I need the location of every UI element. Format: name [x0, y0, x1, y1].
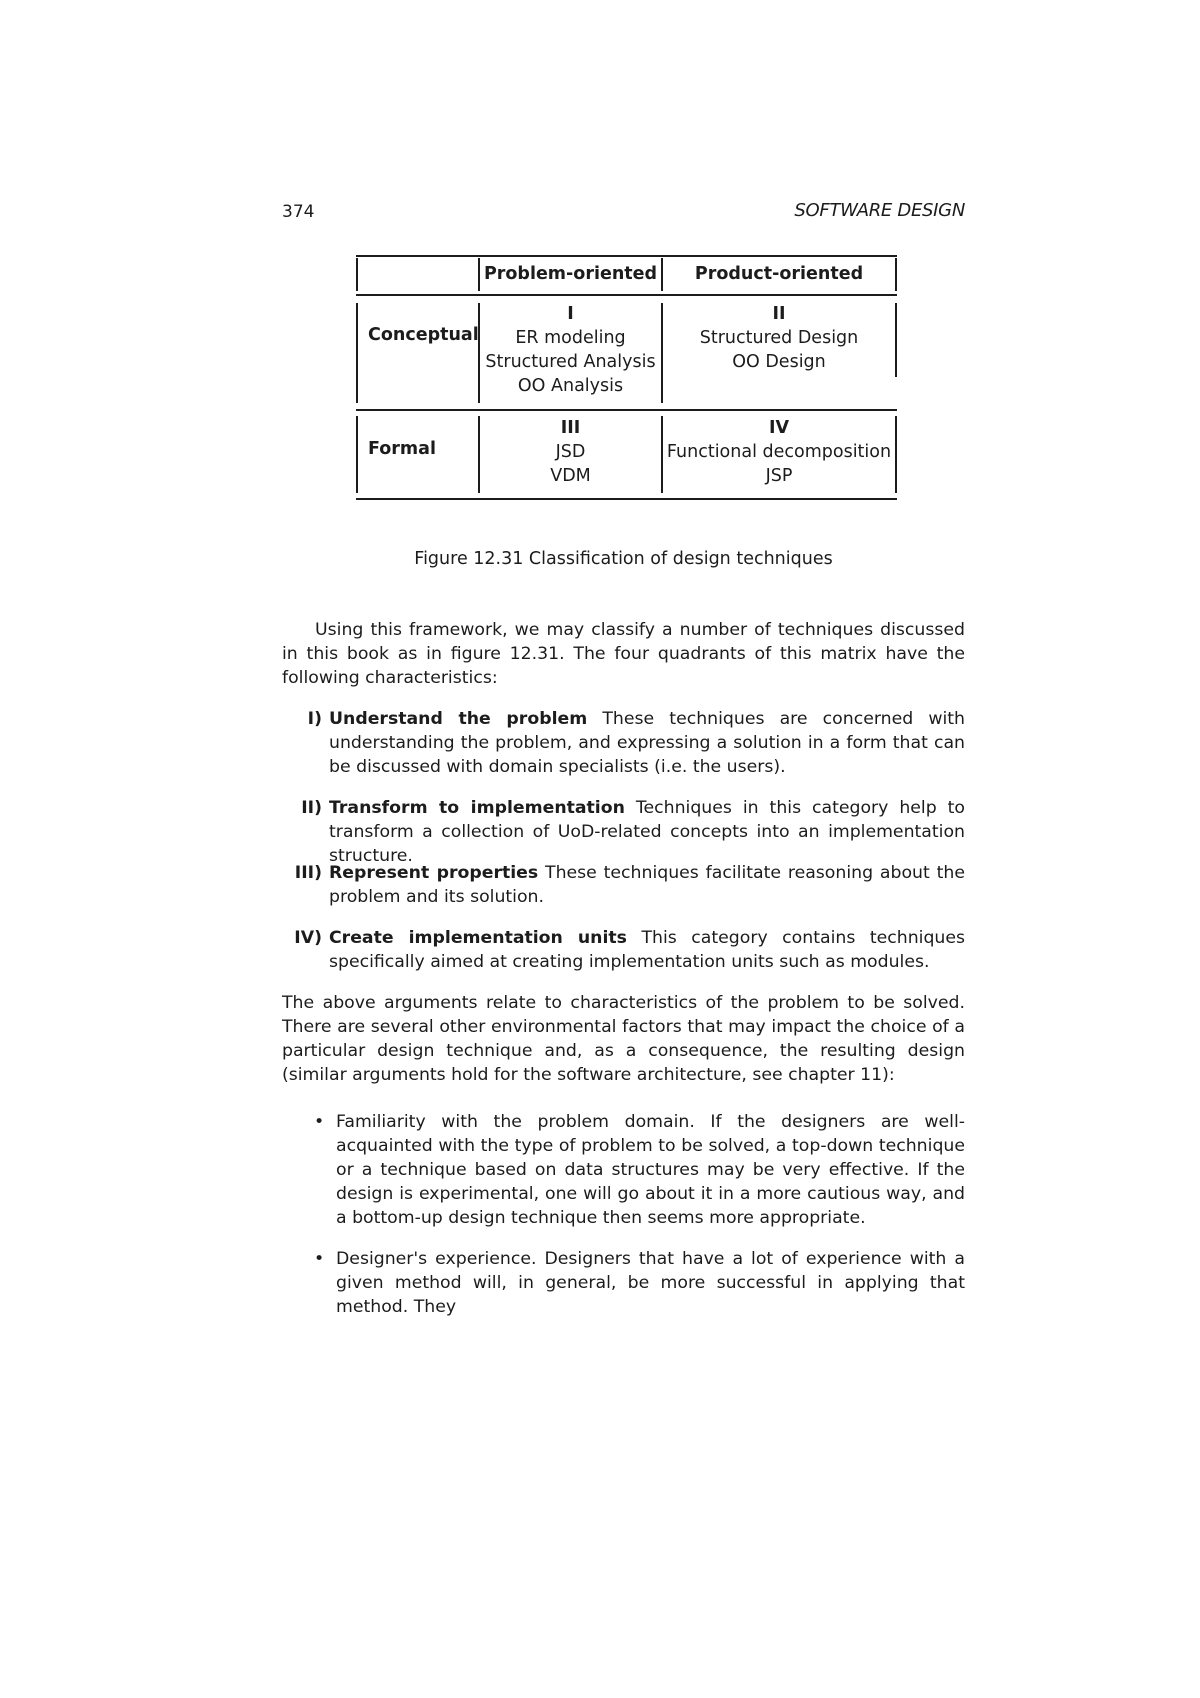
quadrant-number: III	[560, 418, 581, 438]
quadrant-I	[480, 302, 661, 398]
quadrant-II	[663, 302, 895, 374]
page-header	[282, 202, 965, 228]
technique-item: OO Design	[732, 352, 826, 372]
technique-item: ER modeling	[515, 328, 626, 348]
quadrant-III	[480, 416, 661, 488]
table-border	[356, 416, 358, 493]
list-marker: I)	[307, 709, 322, 729]
column-header-product-oriented: Product-oriented	[694, 264, 864, 284]
table-border	[356, 258, 358, 291]
technique-item: VDM	[550, 466, 591, 486]
technique-item: OO Analysis	[517, 376, 624, 396]
list-marker: II)	[301, 798, 322, 818]
list-item-text: This category contains techniques specifically aimed at creating implementation units such as modules.	[329, 928, 966, 972]
list-item-title: Represent properties	[329, 863, 539, 883]
list-item	[282, 796, 965, 868]
list-item-title: Transform to implementation	[329, 798, 625, 818]
technique-item: Functional decomposition	[666, 442, 892, 462]
figure-caption: Figure 12.31 Classification of design techniques	[414, 549, 833, 569]
list-item-title: Create implementation units	[329, 928, 627, 948]
list-item-text: These techniques facilitate reasoning about the problem and its solution.	[329, 863, 965, 907]
page-number: 374	[282, 202, 315, 222]
technique-item: Structured Analysis	[485, 352, 656, 372]
list-item	[282, 861, 965, 909]
bullet-icon: •	[314, 1112, 325, 1132]
technique-item: JSP	[765, 466, 793, 486]
list-item-text: These techniques are concerned with understanding the problem, and expressing a solution in a form that can be discussed with domain specialists (i.e. the users).	[329, 709, 965, 777]
table-middle-rule	[356, 409, 897, 411]
bullet-text: Familiarity with the problem domain. If the designers are well-acquainted with the type of problem to be solved, a top-down technique or a technique based on data structures may be very effective. If the design is experimental, one will go about it in a more cautious way, and a bottom-up design technique then seems more appropriate.	[336, 1112, 965, 1228]
list-marker: III)	[294, 863, 322, 883]
technique-item: Structured Design	[699, 328, 859, 348]
running-title: SOFTWARE DESIGN	[794, 200, 965, 221]
bullet-icon: •	[314, 1249, 325, 1269]
paragraph-text: Using this framework, we may classify a number of techniques discussed in this book as in figure 12.31. The four quadrants of this matrix have the following characteristics:	[282, 620, 965, 688]
table-border	[895, 258, 897, 291]
table-bottom-rule	[356, 498, 897, 500]
environment-paragraph	[282, 991, 965, 1087]
row-label-formal: Formal	[368, 439, 436, 459]
intro-paragraph	[282, 618, 965, 690]
column-header-problem-oriented: Problem-oriented	[483, 264, 658, 284]
table-border	[356, 303, 358, 403]
bullet-item	[282, 1247, 965, 1319]
row-label-conceptual: Conceptual	[368, 325, 479, 345]
quadrant-number: I	[567, 304, 574, 324]
bullet-item	[282, 1110, 965, 1230]
technique-item: JSD	[555, 442, 586, 462]
list-marker: IV)	[294, 928, 322, 948]
list-item	[282, 926, 965, 974]
table-border	[895, 416, 897, 493]
list-item-text: Techniques in this category help to transform a collection of UoD-related concepts into an implementation structure.	[329, 798, 965, 866]
quadrant-number: IV	[768, 418, 790, 438]
table-border	[895, 303, 897, 377]
list-item-title: Understand the problem	[329, 709, 588, 729]
table-top-rule	[356, 255, 897, 257]
paragraph-text: The above arguments relate to characteristics of the problem to be solved. There are several other environmental factors that may impact the choice of a particular design technique and, as a consequence, the resulting design (similar arguments hold for the software architecture, see chapter 11):	[282, 993, 965, 1085]
quadrant-IV	[663, 416, 895, 488]
quadrant-number: II	[772, 304, 786, 324]
table-header-rule	[356, 294, 897, 296]
list-item	[282, 707, 965, 779]
bullet-text: Designer's experience. Designers that have a lot of experience with a given method will, in general, be more successful in applying that method. They	[336, 1249, 965, 1317]
